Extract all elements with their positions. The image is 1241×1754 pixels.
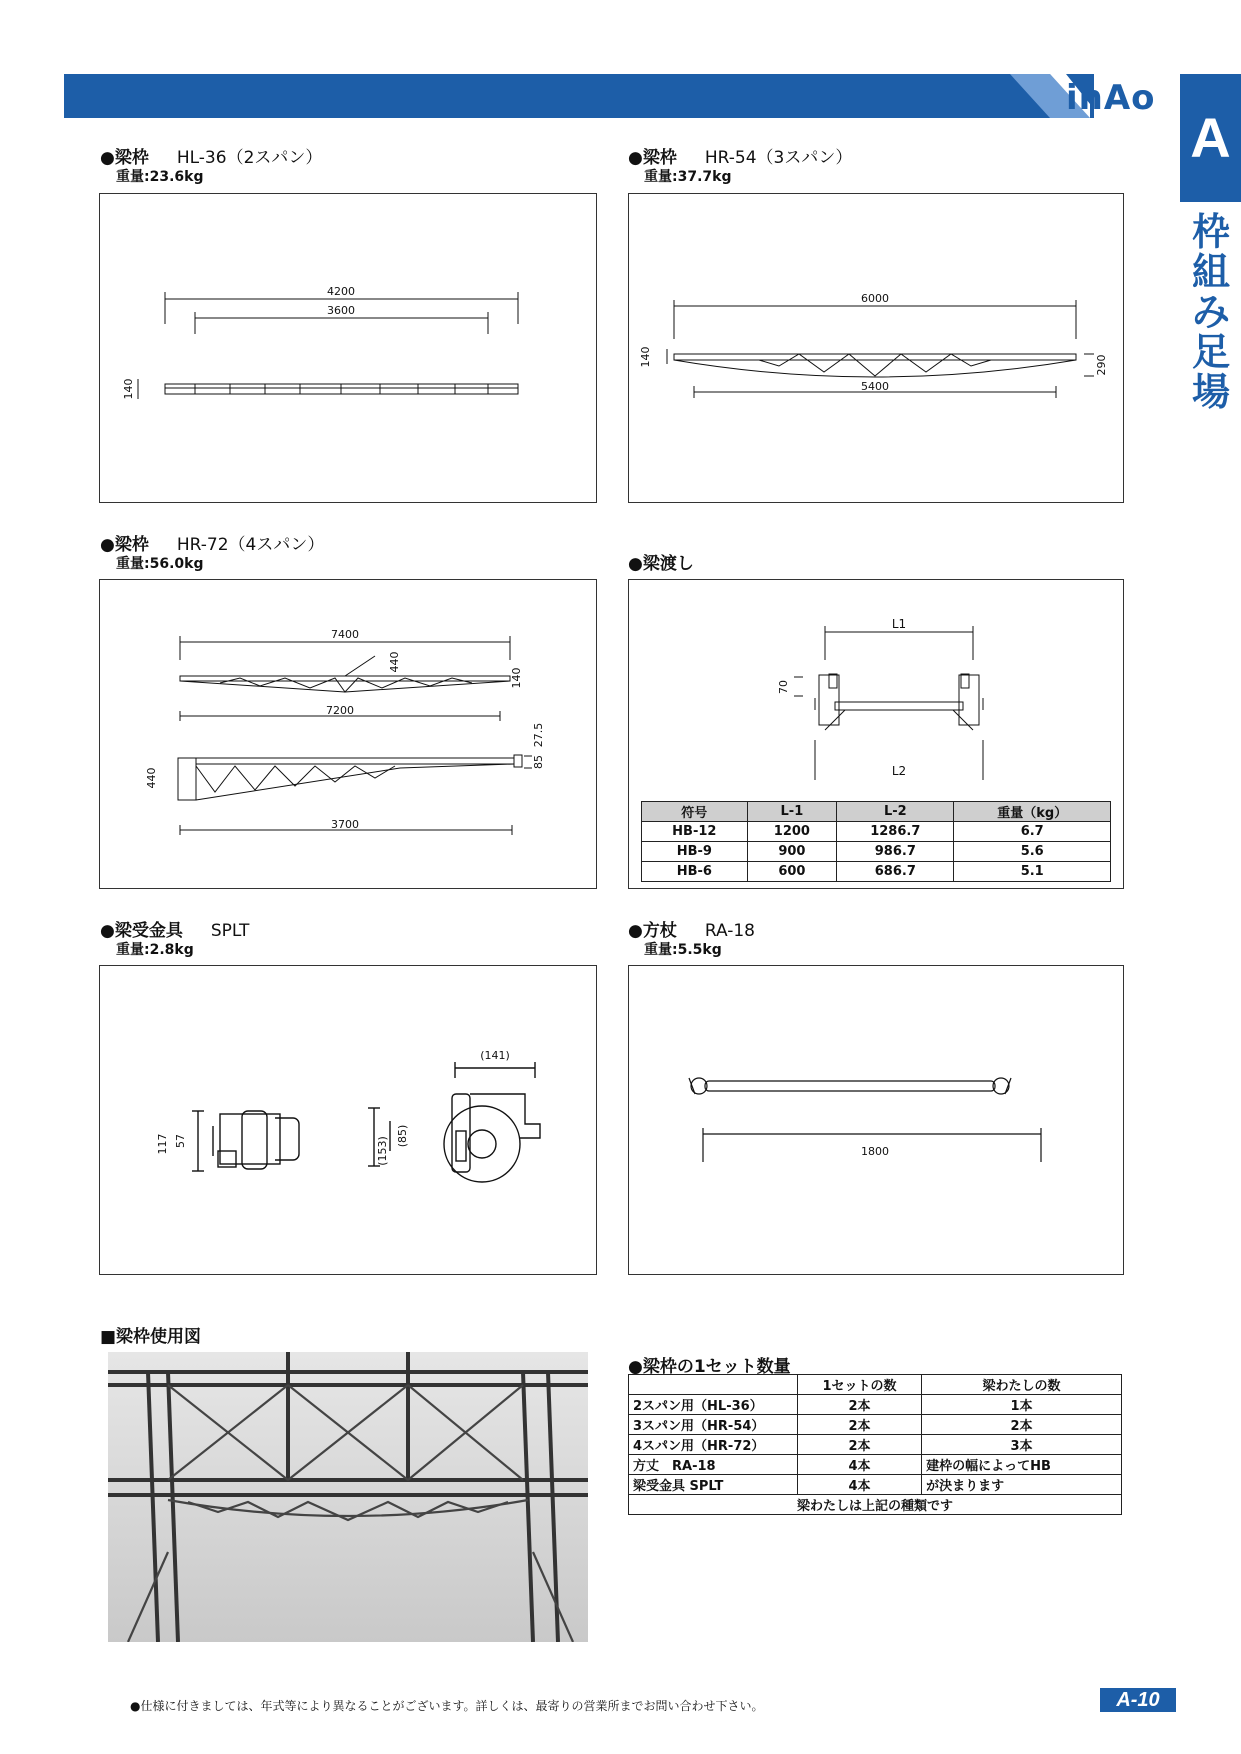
hr72-dim-27-5: 27.5 — [532, 722, 545, 748]
table-row — [629, 1435, 1122, 1455]
hb-dim-70: 70 — [777, 680, 790, 694]
hr54-heading — [628, 143, 852, 168]
table-row — [629, 1495, 1122, 1515]
hb-cell: 600 — [747, 862, 837, 882]
hr54-title: ●梁枠 — [628, 148, 677, 168]
hr54-drawing — [629, 194, 1123, 502]
hr72-dim-7200: 7200 — [326, 704, 354, 717]
splt-dim-57: 57 — [174, 1134, 187, 1148]
table-row — [642, 822, 1111, 842]
set-cell: 2本 — [798, 1435, 922, 1455]
set-cell: 2本 — [798, 1415, 922, 1435]
hr54-dim-140: 140 — [639, 346, 652, 368]
splt-title: ●梁受金具 — [100, 921, 183, 941]
set-cell: 3スパン用（HR-54） — [629, 1415, 798, 1435]
hr72-title: ●梁枠 — [100, 535, 149, 555]
company-logo: inAo — [1066, 78, 1156, 118]
footer-note: ●仕様に付きましては、年式等により異なることがございます。詳しくは、最寄りの営業所までお問い合わせ下さい。 — [130, 1699, 764, 1713]
hr72-dim-3700: 3700 — [331, 818, 359, 831]
hr72-dim-440-side: 440 — [145, 767, 158, 789]
hl36-drawing-panel — [99, 193, 597, 503]
hl36-drawing — [100, 194, 596, 502]
table-row — [642, 862, 1111, 882]
hr72-code: HR-72（4スパン） — [176, 535, 325, 555]
hr54-weight: 重量:37.7kg — [644, 169, 732, 185]
set-col-count: 1セットの数 — [798, 1375, 922, 1395]
table-row — [629, 1415, 1122, 1435]
hb-drawing — [629, 580, 1123, 780]
set-table-note: 梁わたしは上記の種類です — [629, 1495, 1122, 1515]
side-title: 枠組み足場 — [1191, 210, 1230, 414]
splt-heading — [100, 916, 249, 941]
header-bar — [64, 74, 1094, 118]
hb-cell: 686.7 — [837, 862, 954, 882]
set-cell: 2本 — [922, 1415, 1122, 1435]
set-col-hb: 梁わたしの数 — [922, 1375, 1122, 1395]
hb-col-l1: L-1 — [747, 802, 837, 822]
hb-cell: 986.7 — [837, 842, 954, 862]
hr72-weight: 重量:56.0kg — [116, 556, 204, 572]
hr72-dim-140: 140 — [510, 667, 523, 689]
hr54-code: HR-54（3スパン） — [704, 148, 853, 168]
usage-photo — [108, 1352, 588, 1642]
splt-dim-141: (141) — [480, 1049, 510, 1062]
hr54-drawing-panel — [628, 193, 1124, 503]
hl36-dim-140: 140 — [122, 378, 135, 400]
hb-cell: 5.6 — [954, 842, 1111, 862]
hr72-drawing-panel — [99, 579, 597, 889]
splt-code: SPLT — [210, 921, 250, 941]
hb-cell: 1200 — [747, 822, 837, 842]
set-cell: 建枠の幅によってHB — [922, 1455, 1122, 1475]
hl36-weight: 重量:23.6kg — [116, 169, 204, 185]
splt-dim-153: (153) — [376, 1136, 389, 1166]
hb-heading: ●梁渡し — [628, 554, 694, 574]
ra18-dim-1800: 1800 — [861, 1145, 889, 1158]
hl36-heading — [100, 143, 322, 168]
table-row — [642, 842, 1111, 862]
hr72-heading — [100, 530, 324, 555]
hb-cell: 1286.7 — [837, 822, 954, 842]
ra18-drawing-panel — [628, 965, 1124, 1275]
hb-col-code: 符号 — [642, 802, 748, 822]
set-cell: 4スパン用（HR-72） — [629, 1435, 798, 1455]
hb-table — [641, 801, 1111, 882]
set-cell: 4本 — [798, 1475, 922, 1495]
set-cell: 1本 — [922, 1395, 1122, 1415]
page-number: A-10 — [1100, 1688, 1176, 1712]
table-row — [629, 1455, 1122, 1475]
set-table — [628, 1374, 1122, 1515]
splt-dim-117: 117 — [156, 1133, 169, 1155]
hl36-dim-4200: 4200 — [327, 285, 355, 298]
ra18-title: ●方杖 — [628, 921, 677, 941]
ra18-drawing — [629, 966, 1123, 1274]
ra18-code: RA-18 — [704, 921, 755, 941]
hr72-dim-7400: 7400 — [331, 628, 359, 641]
hb-cell: HB-12 — [642, 822, 748, 842]
hb-dim-l1: L1 — [891, 617, 907, 631]
set-cell: 梁受金具 SPLT — [629, 1475, 798, 1495]
set-cell: 方丈 RA-18 — [629, 1455, 798, 1475]
hb-drawing-panel — [628, 579, 1124, 889]
splt-drawing-panel — [99, 965, 597, 1275]
table-row — [629, 1395, 1122, 1415]
section-tab: A — [1180, 74, 1241, 202]
hr72-dim-85: 85 — [532, 755, 545, 769]
set-table-heading: ●梁枠の1セット数量 — [628, 1357, 791, 1377]
set-cell: が決まります — [922, 1475, 1122, 1495]
splt-drawing — [100, 966, 596, 1274]
hr54-dim-6000: 6000 — [861, 292, 889, 305]
ra18-heading — [628, 916, 755, 941]
table-row — [629, 1475, 1122, 1495]
hr54-dim-290: 290 — [1095, 354, 1108, 376]
hr72-dim-440-top: 440 — [388, 651, 401, 673]
splt-dim-85: (85) — [396, 1124, 409, 1148]
splt-weight: 重量:2.8kg — [116, 942, 194, 958]
ra18-weight: 重量:5.5kg — [644, 942, 722, 958]
hl36-title: ●梁枠 — [100, 148, 149, 168]
set-col-item — [629, 1375, 798, 1395]
hb-cell: 5.1 — [954, 862, 1111, 882]
hb-col-weight: 重量（kg） — [954, 802, 1111, 822]
set-cell: 2スパン用（HL-36） — [629, 1395, 798, 1415]
hb-col-l2: L-2 — [837, 802, 954, 822]
hb-cell: HB-6 — [642, 862, 748, 882]
set-cell: 4本 — [798, 1455, 922, 1475]
hl36-code: HL-36（2スパン） — [176, 148, 323, 168]
set-table-header — [629, 1375, 1122, 1395]
hb-cell: 6.7 — [954, 822, 1111, 842]
hl36-dim-3600: 3600 — [327, 304, 355, 317]
hb-table-header — [642, 802, 1111, 822]
hb-cell: HB-9 — [642, 842, 748, 862]
set-cell: 3本 — [922, 1435, 1122, 1455]
hb-cell: 900 — [747, 842, 837, 862]
hb-dim-l2: L2 — [891, 764, 907, 778]
hr72-drawing — [100, 580, 596, 888]
hr54-dim-5400: 5400 — [861, 380, 889, 393]
usage-heading: ■梁枠使用図 — [100, 1327, 202, 1347]
set-cell: 2本 — [798, 1395, 922, 1415]
